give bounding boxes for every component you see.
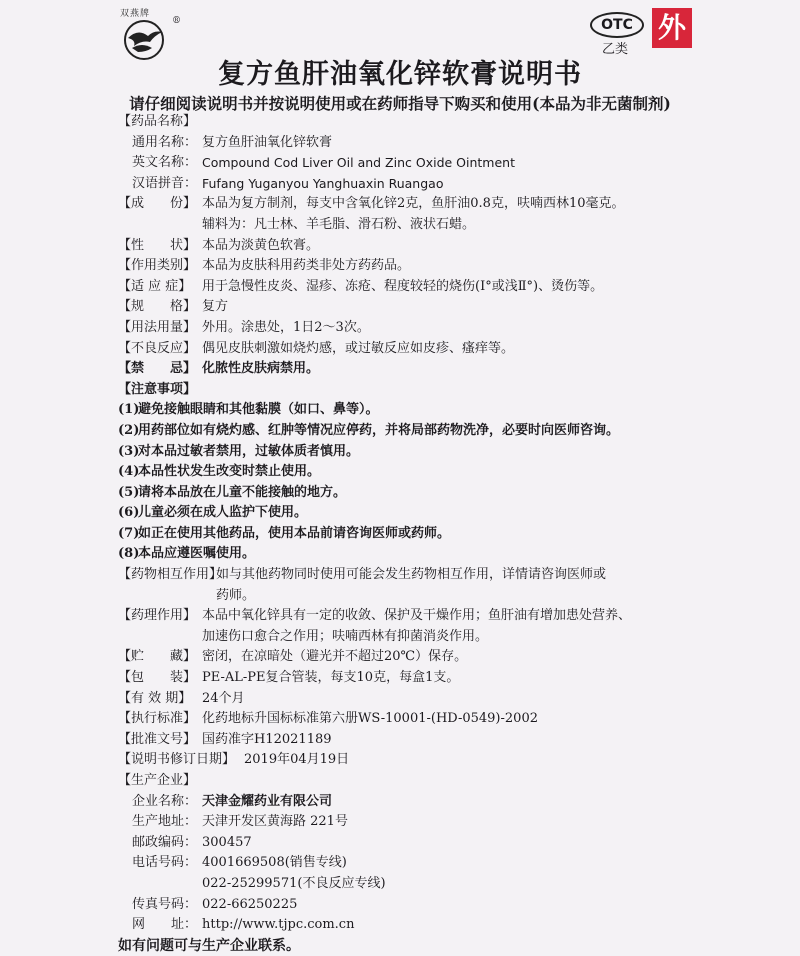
pinyin-label: 汉语拼音：: [132, 175, 198, 191]
pharmacology-label: 【药理作用】: [118, 608, 197, 624]
drug-name-heading: 【药品名称】: [118, 114, 197, 129]
generic-name: 复方鱼肝油氧化锌软膏: [202, 134, 333, 150]
postcode-value: 300457: [202, 834, 252, 850]
website-link[interactable]: http://www.tjpc.com.cn: [202, 917, 355, 933]
spec-value: 复方: [202, 299, 229, 315]
leaflet-body: [118, 112, 698, 956]
validity-value: 24个月: [202, 690, 245, 706]
description-value: 本品为淡黄色软膏。: [202, 237, 320, 253]
phone-label: 电话号码：: [132, 855, 198, 871]
standard-value: 化药地标升国标标准第六册WS-10001-(HD-0549)-2002: [202, 711, 538, 727]
contraindications-label: 【禁 忌】: [118, 361, 197, 377]
company-name-label: 企业名称：: [132, 793, 198, 809]
ingredients-line-2: 辅料为：凡士林、羊毛脂、滑石粉、液状石蜡。: [202, 216, 476, 232]
fax-label: 传真号码：: [132, 896, 198, 912]
ingredients-label: 【成 份】: [118, 196, 197, 212]
precaution-item: (4) 本品性状发生改变时禁止使用。: [118, 464, 321, 480]
pinyin-name: Fufang Yuganyou Yanghuaxin Ruangao: [202, 175, 444, 191]
external-use-badge: 外: [652, 8, 692, 48]
revision-label: 【说明书修订日期】: [118, 752, 236, 768]
pharmacology-line-2: 加速伤口愈合之作用；呋喃西林有抑菌消炎作用。: [202, 628, 489, 644]
usage-notice: 请仔细阅读说明书并按说明使用或在药师指导下购买和使用(本品为非无菌制剂): [129, 94, 671, 113]
usage-label: 【用法用量】: [118, 319, 197, 335]
precaution-item: (5) 请将本品放在儿童不能接触的地方。: [118, 484, 347, 500]
precaution-item: (7) 如正在使用其他药品，使用本品前请咨询医师或药师。: [118, 525, 451, 541]
approval-label: 【批准文号】: [118, 731, 197, 747]
precaution-item: (3) 对本品过敏者禁用，过敏体质者慎用。: [118, 443, 360, 459]
company-name: 天津金耀药业有限公司: [202, 793, 333, 809]
revision-value: 2019年04月19日: [244, 752, 350, 768]
storage-value: 密闭，在凉暗处（避光并不超过20℃）保存。: [202, 649, 468, 665]
category-value: 本品为皮肤科用药类非处方药药品。: [202, 258, 411, 274]
english-name-label: 英文名称：: [132, 155, 198, 171]
phone-adverse: 022-25299571(不良反应专线): [202, 875, 386, 891]
phone-sales: 4001669508(销售专线): [202, 855, 347, 871]
contraindications-value: 化脓性皮肤病禁用。: [202, 361, 320, 377]
precautions-label: 【注意事项】: [118, 381, 197, 397]
storage-label: 【贮 藏】: [118, 649, 197, 665]
ingredients-line-1: 本品为复方制剂，每支中含氧化锌2克，鱼肝油0.8克，呋喃西林10毫克。: [202, 196, 625, 212]
pharmacology-line-1: 本品中氧化锌具有一定的收敛、保护及干燥作用；鱼肝油有增加患处营养、: [202, 608, 632, 624]
approval-value: 国药准字H12021189: [202, 731, 332, 747]
interactions-line-2: 药师。: [216, 587, 256, 603]
registered-mark: ®: [172, 16, 181, 26]
footer-note: 如有问题可与生产企业联系。: [118, 937, 300, 954]
spec-label: 【规 格】: [118, 299, 197, 315]
address-label: 生产地址：: [132, 814, 198, 830]
manufacturer-heading: 【生产企业】: [118, 773, 197, 788]
precaution-item: (1) 避免接触眼睛和其他黏膜（如口、鼻等）。: [118, 402, 379, 418]
standard-label: 【执行标准】: [118, 711, 197, 727]
package-value: PE-AL-PE复合管装，每支10克，每盒1支。: [202, 670, 460, 686]
page-title: 复方鱼肝油氧化锌软膏说明书: [218, 59, 582, 90]
adverse-value: 偶见皮肤刺激如烧灼感，或过敏反应如皮疹、瘙痒等。: [202, 340, 515, 356]
precaution-item: (2) 用药部位如有烧灼感、红肿等情况应停药，并将局部药物洗净，必要时向医师咨询。: [118, 422, 620, 438]
package-label: 【包 装】: [118, 670, 197, 686]
interactions-label: 【药物相互作用】: [118, 567, 223, 583]
english-name: Compound Cod Liver Oil and Zinc Oxide Ointment: [202, 155, 515, 171]
validity-label: 【有 效 期】: [118, 690, 192, 706]
interactions-line-1: 如与其他药物同时使用可能会发生药物相互作用，详情请咨询医师或: [216, 567, 607, 583]
indications-value: 用于急慢性皮炎、湿疹、冻疮、程度较轻的烧伤(Ⅰ°或浅Ⅱ°)、烫伤等。: [202, 278, 604, 294]
website-label: 网 址：: [132, 917, 198, 933]
description-label: 【性 状】: [118, 237, 197, 253]
fax-value: 022-66250225: [202, 896, 298, 912]
indications-label: 【适 应 症】: [118, 278, 192, 294]
precaution-item: (8) 本品应遵医嘱使用。: [118, 546, 256, 562]
otc-class: 乙类: [602, 42, 629, 57]
usage-value: 外用。涂患处，1日2～3次。: [202, 319, 370, 335]
brand-name: 双燕牌: [120, 9, 151, 19]
adverse-label: 【不良反应】: [118, 340, 197, 356]
postcode-label: 邮政编码：: [132, 834, 198, 850]
precaution-item: (6) 儿童必须在成人监护下使用。: [118, 505, 308, 521]
generic-name-label: 通用名称：: [132, 134, 198, 150]
otc-badge: OTC: [590, 12, 644, 38]
category-label: 【作用类别】: [118, 258, 197, 274]
address-value: 天津开发区黄海路 221号: [202, 814, 348, 830]
